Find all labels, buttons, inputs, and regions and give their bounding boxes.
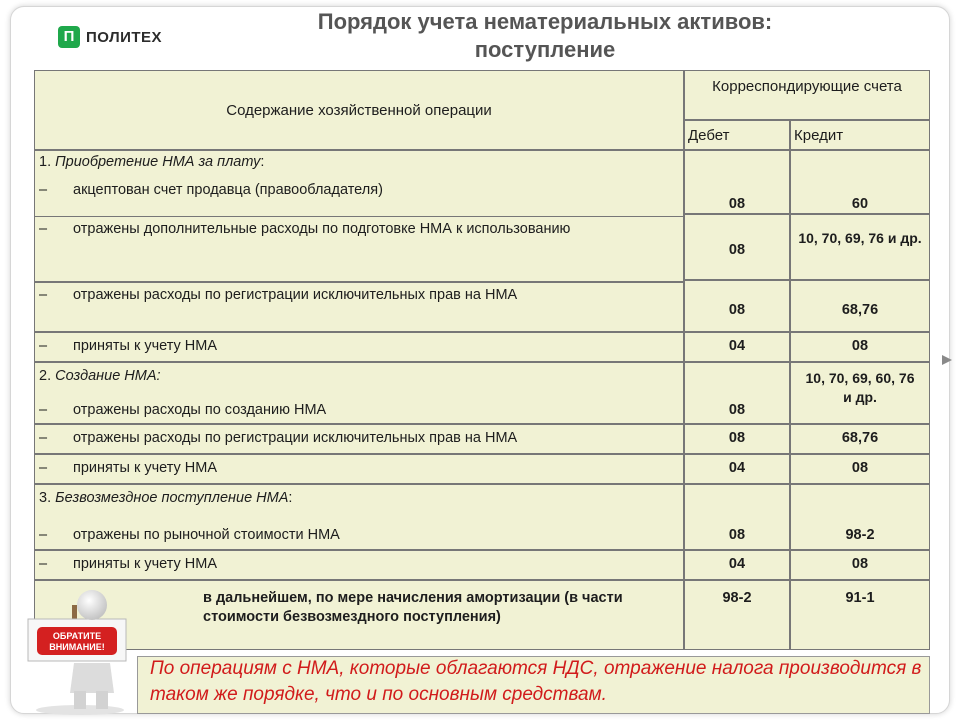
attention-figure-icon [20,585,138,715]
header-debit-label: Дебет [688,127,730,144]
section-title: Приобретение НМА за плату [55,154,261,170]
operation-row: – отражены дополнительные расходы по подготовке НМА к использованию [34,216,684,282]
credit-cell: 98-2 [790,484,930,550]
header-content-cell [34,70,684,150]
header-content-label: Содержание хозяйственной операции [226,101,492,119]
debit-cell: 04 [684,454,790,484]
credit-cell: 10, 70, 69, 76 и др. [790,214,930,280]
section-2-cell [34,362,684,424]
header-credit-label: Кредит [794,127,844,144]
credit-cell: 08 [790,332,930,362]
operation-row: – отражены расходы по регистрации исключительных прав на НМА [34,282,684,332]
debit-cell: 08 [684,280,790,332]
accounting-table [34,70,930,650]
credit-cell: 08 [790,454,930,484]
logo-text: ПОЛИТЕХ [86,28,163,46]
operation-row: – отражены расходы по регистрации исключительных прав на НМА [34,424,684,454]
credit-cell: 68,76 [790,280,930,332]
section-heading: 3. Безвозмездное поступление НМА: [39,490,293,506]
vat-note: По операциям с НМА, которые облагаются НДС, отражение налога производится в таком же порядке, что и по основным средствам. [150,658,922,705]
debit-cell: 08 [684,362,790,424]
slide-bullet-icon [942,355,952,365]
debit-cell: 08 [684,484,790,550]
credit-cell: 91-1 [790,580,930,650]
operation-row: – отражены расходы по созданию НМА [39,402,327,418]
debit-cell: 98-2 [684,580,790,650]
section-title: Создание НМА: [55,368,161,384]
credit-cell: 68,76 [790,424,930,454]
header-debit-cell [684,120,790,150]
header-accounts-label: Корреспондирующие счета [712,78,902,95]
debit-cell: 04 [684,332,790,362]
svg-text:ВНИМАНИЕ!: ВНИМАНИЕ! [49,642,105,652]
title-line-1: Порядок учета нематериальных активов: [317,9,773,34]
title-line-2: поступление [474,37,616,62]
debit-cell: 08 [684,424,790,454]
debit-cell: 08 [684,150,790,214]
section-3-cell [34,484,684,550]
credit-cell: 60 [790,150,930,214]
svg-text:ОБРАТИТЕ: ОБРАТИТЕ [52,631,102,641]
header-credit-cell [790,120,930,150]
final-row-text: в дальнейшем, по мере начисления амортизации (в части стоимости безвозмездного поступления) [203,590,623,625]
logo [58,26,162,48]
credit-cell: 10, 70, 69, 60, 76 и др. [790,362,930,424]
debit-cell: 08 [684,214,790,280]
operation-row: – приняты к учету НМА [34,454,684,484]
section-heading: 1. Приобретение НМА за плату: [39,154,265,170]
header-accounts-cell [684,70,930,120]
page-title [250,8,840,64]
operation-row: – акцептован счет продавца (правообладателя) [39,182,383,198]
operation-row: – приняты к учету НМА [34,332,684,362]
operation-row: – отражены по рыночной стоимости НМА [39,527,340,543]
logo-icon: П [58,26,80,48]
debit-cell: 04 [684,550,790,580]
section-title: Безвозмездное поступление НМА [55,490,289,506]
operation-row: – приняты к учету НМА [34,550,684,580]
credit-cell: 08 [790,550,930,580]
section-heading: 2. Создание НМА: [39,368,161,384]
